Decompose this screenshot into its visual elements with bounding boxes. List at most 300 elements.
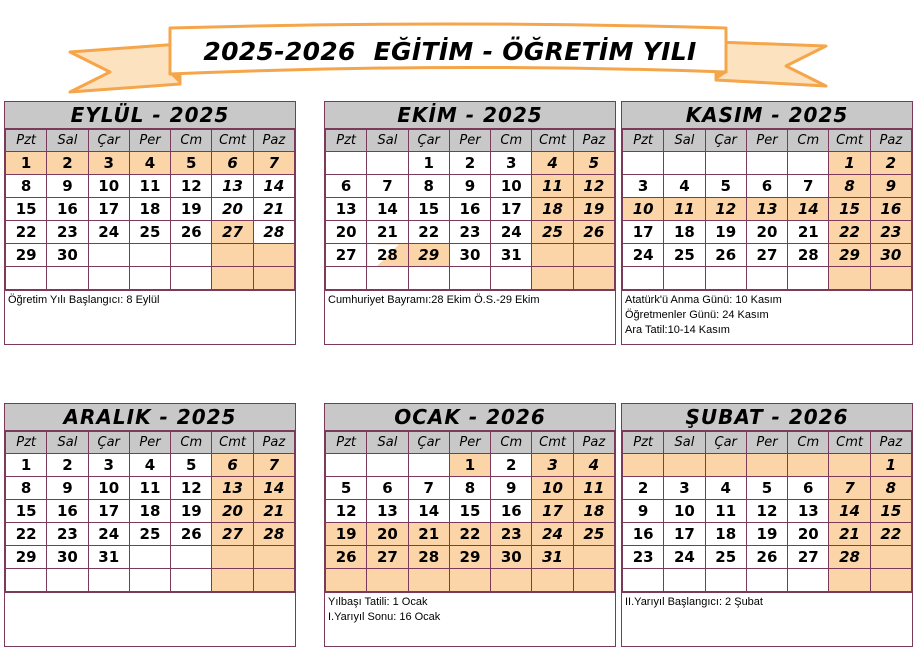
week-row [623,267,912,290]
day-cell [491,267,532,290]
day-cell: 29 [6,244,47,267]
weekday-label: Çar [88,432,129,454]
day-cell: 31 [88,546,129,569]
week-row [326,569,615,592]
week-row [6,221,295,244]
day-cell: 24 [623,244,664,267]
title-ribbon [70,22,826,92]
day-cell: 28 [788,244,829,267]
day-cell [47,267,88,290]
month-title: EYLÜL - 2025 [5,102,295,129]
week-row [6,523,295,546]
day-cell: 16 [870,198,911,221]
day-cell: 23 [47,523,88,546]
day-cell: 4 [129,152,170,175]
day-cell: 6 [788,477,829,500]
day-cell: 20 [212,198,253,221]
week-row [6,454,295,477]
day-cell: 30 [47,244,88,267]
day-cell: 18 [532,198,573,221]
day-cell [664,152,705,175]
weekday-label: Cmt [829,432,870,454]
day-cell: 31 [532,546,573,569]
day-cell: 4 [532,152,573,175]
day-cell: 19 [171,500,212,523]
weekday-label: Çar [88,130,129,152]
day-cell: 4 [705,477,746,500]
day-cell: 7 [253,152,294,175]
day-cell [88,569,129,592]
weekday-label: Cmt [532,432,573,454]
month-grid [622,431,912,592]
day-cell: 9 [47,477,88,500]
day-cell: 11 [129,175,170,198]
day-cell: 15 [449,500,490,523]
note-line: II.Yarıyıl Başlangıcı: 2 Şubat [625,596,763,608]
day-cell: 22 [829,221,870,244]
weekday-label: Paz [253,130,294,152]
day-cell [788,454,829,477]
day-cell: 15 [6,198,47,221]
month-title: EKİM - 2025 [325,102,615,129]
day-cell: 3 [623,175,664,198]
day-cell: 5 [171,454,212,477]
day-cell: 19 [326,523,367,546]
day-cell: 20 [788,523,829,546]
day-cell: 1 [6,454,47,477]
day-cell: 26 [326,546,367,569]
day-cell [253,569,294,592]
weekday-label: Pzt [623,130,664,152]
day-cell: 21 [253,500,294,523]
weekday-label: Paz [870,432,911,454]
day-cell: 29 [829,244,870,267]
day-cell: 12 [705,198,746,221]
weekday-label: Paz [253,432,294,454]
day-cell: 17 [88,198,129,221]
day-cell: 27 [367,546,408,569]
day-cell [129,244,170,267]
note-line: Öğretmenler Günü: 24 Kasım [625,309,769,321]
month-title: ŞUBAT - 2026 [622,404,912,431]
day-cell: 2 [870,152,911,175]
note-line: Yılbaşı Tatili: 1 Ocak [328,596,428,608]
week-row [623,175,912,198]
day-cell [212,569,253,592]
weekday-label: Cm [171,130,212,152]
day-cell: 3 [88,454,129,477]
day-cell: 23 [623,546,664,569]
day-cell [870,569,911,592]
weekday-label: Sal [47,432,88,454]
day-cell: 10 [623,198,664,221]
month-title: KASIM - 2025 [622,102,912,129]
day-cell: 4 [573,454,614,477]
day-cell [129,569,170,592]
day-cell: 1 [870,454,911,477]
day-cell: 22 [449,523,490,546]
day-cell [129,267,170,290]
day-cell: 18 [129,198,170,221]
week-row [326,267,615,290]
day-cell: 28 [253,221,294,244]
day-cell: 29 [449,546,490,569]
day-cell [573,569,614,592]
month-calendar [621,403,913,647]
month-calendar [4,101,296,345]
day-cell: 27 [788,546,829,569]
weekday-header-row [623,432,912,454]
day-cell: 15 [829,198,870,221]
day-cell: 10 [532,477,573,500]
week-row [623,221,912,244]
day-cell: 12 [171,477,212,500]
day-cell: 27 [746,244,787,267]
day-cell: 26 [171,523,212,546]
day-cell [532,267,573,290]
day-cell: 24 [88,523,129,546]
weekday-label: Çar [705,130,746,152]
month-calendar [4,403,296,647]
note-line: Ara Tatil:10-14 Kasım [625,324,730,336]
day-cell: 8 [6,477,47,500]
day-cell: 9 [870,175,911,198]
day-cell [367,152,408,175]
week-row [326,198,615,221]
week-row [6,267,295,290]
day-cell: 26 [171,221,212,244]
month-notes [622,592,912,646]
weekday-label: Çar [408,130,449,152]
day-cell: 25 [705,546,746,569]
day-cell [746,267,787,290]
day-cell: 15 [6,500,47,523]
day-cell [573,267,614,290]
weekday-header-row [623,130,912,152]
day-cell [829,569,870,592]
week-row [326,477,615,500]
day-cell [171,546,212,569]
day-cell: 18 [129,500,170,523]
day-cell: 5 [326,477,367,500]
day-cell: 2 [623,477,664,500]
month-grid [622,129,912,290]
weekday-header-row [6,130,295,152]
day-cell: 9 [449,175,490,198]
week-row [623,546,912,569]
day-cell: 27 [212,221,253,244]
day-cell [573,546,614,569]
day-cell: 14 [408,500,449,523]
day-cell: 12 [326,500,367,523]
day-cell: 26 [573,221,614,244]
weekday-header-row [326,130,615,152]
day-cell: 18 [705,523,746,546]
day-cell: 22 [408,221,449,244]
week-row [6,477,295,500]
week-row [623,569,912,592]
weekday-label: Cm [788,130,829,152]
day-cell: 16 [491,500,532,523]
week-row [6,175,295,198]
day-cell: 12 [573,175,614,198]
month-grid [5,129,295,290]
day-cell: 3 [88,152,129,175]
week-row [326,175,615,198]
day-cell: 6 [367,477,408,500]
day-cell: 19 [705,221,746,244]
day-cell: 13 [326,198,367,221]
weekday-header-row [6,432,295,454]
week-row [623,454,912,477]
day-cell: 19 [171,198,212,221]
day-cell [829,267,870,290]
week-row [326,152,615,175]
day-cell [129,546,170,569]
day-cell: 23 [47,221,88,244]
day-cell: 28 [367,244,408,267]
note-line: Öğretim Yılı Başlangıcı: 8 Eylül [8,294,160,306]
weekday-label: Pzt [326,130,367,152]
weekday-label: Per [129,432,170,454]
day-cell [664,267,705,290]
day-cell [788,267,829,290]
day-cell: 5 [746,477,787,500]
day-cell: 28 [829,546,870,569]
day-cell: 13 [746,198,787,221]
month-notes [5,290,295,344]
week-row [623,198,912,221]
day-cell: 19 [746,523,787,546]
day-cell: 25 [573,523,614,546]
day-cell [367,569,408,592]
day-cell: 12 [171,175,212,198]
day-cell [171,267,212,290]
day-cell: 16 [47,500,88,523]
weekday-label: Cmt [532,130,573,152]
day-cell: 7 [829,477,870,500]
day-cell: 25 [664,244,705,267]
day-cell: 11 [705,500,746,523]
weekday-label: Pzt [6,432,47,454]
day-cell: 17 [491,198,532,221]
note-line: Cumhuriyet Bayramı:28 Ekim Ö.S.-29 Ekim [328,294,540,306]
day-cell: 20 [326,221,367,244]
day-cell: 22 [870,523,911,546]
weekday-label: Paz [573,130,614,152]
weekday-label: Pzt [326,432,367,454]
day-cell [88,244,129,267]
day-cell [326,152,367,175]
day-cell [746,454,787,477]
day-cell [870,267,911,290]
day-cell: 29 [408,244,449,267]
note-line: I.Yarıyıl Sonu: 16 Ocak [328,611,441,623]
day-cell: 7 [253,454,294,477]
day-cell: 9 [491,477,532,500]
week-row [6,152,295,175]
day-cell: 8 [408,175,449,198]
day-cell: 11 [129,477,170,500]
day-cell: 17 [664,523,705,546]
week-row [326,454,615,477]
day-cell: 17 [532,500,573,523]
day-cell [573,244,614,267]
week-row [6,569,295,592]
week-row [623,500,912,523]
day-cell [870,546,911,569]
day-cell: 23 [449,221,490,244]
month-calendar [324,101,616,345]
day-cell [253,244,294,267]
weekday-label: Sal [367,432,408,454]
day-cell [47,569,88,592]
day-cell [212,546,253,569]
month-notes [325,592,615,646]
day-cell: 10 [88,477,129,500]
day-cell: 14 [829,500,870,523]
day-cell: 9 [47,175,88,198]
weekday-header-row [326,432,615,454]
weekday-label: Cm [171,432,212,454]
day-cell: 6 [746,175,787,198]
weekday-label: Çar [705,432,746,454]
day-cell: 6 [212,152,253,175]
day-cell: 24 [664,546,705,569]
day-cell: 16 [449,198,490,221]
day-cell: 12 [746,500,787,523]
day-cell: 30 [449,244,490,267]
day-cell: 22 [6,221,47,244]
day-cell: 6 [326,175,367,198]
day-cell [788,152,829,175]
page-title: 2025-2026 EĞİTİM - ÖĞRETİM YILI [203,37,697,66]
day-cell: 16 [623,523,664,546]
month-grid [5,431,295,592]
month-calendar [621,101,913,345]
day-cell: 31 [491,244,532,267]
day-cell [705,569,746,592]
day-cell: 18 [664,221,705,244]
day-cell: 5 [705,175,746,198]
weekday-label: Sal [47,130,88,152]
day-cell: 30 [47,546,88,569]
day-cell [746,152,787,175]
weekday-label: Per [746,432,787,454]
week-row [326,244,615,267]
day-cell: 13 [212,175,253,198]
day-cell: 15 [870,500,911,523]
weekday-label: Çar [408,432,449,454]
day-cell: 20 [746,221,787,244]
day-cell [212,267,253,290]
day-cell: 27 [326,244,367,267]
day-cell: 17 [88,500,129,523]
week-row [6,244,295,267]
weekday-label: Cmt [212,130,253,152]
weekday-label: Cm [491,432,532,454]
week-row [326,221,615,244]
day-cell: 19 [573,198,614,221]
day-cell [326,454,367,477]
day-cell: 23 [870,221,911,244]
day-cell [491,569,532,592]
month-notes [325,290,615,344]
day-cell: 11 [573,477,614,500]
weekday-label: Per [449,130,490,152]
week-row [6,198,295,221]
day-cell: 8 [829,175,870,198]
day-cell: 6 [212,454,253,477]
day-cell: 13 [788,500,829,523]
day-cell [408,569,449,592]
month-calendar [324,403,616,647]
weekday-label: Sal [664,130,705,152]
day-cell: 17 [623,221,664,244]
day-cell: 2 [47,454,88,477]
day-cell: 4 [129,454,170,477]
day-cell [326,267,367,290]
day-cell [623,152,664,175]
day-cell [171,244,212,267]
day-cell: 25 [129,523,170,546]
day-cell: 1 [449,454,490,477]
day-cell: 23 [491,523,532,546]
day-cell [664,569,705,592]
day-cell: 25 [129,221,170,244]
day-cell: 11 [664,198,705,221]
week-row [623,152,912,175]
day-cell: 10 [88,175,129,198]
day-cell: 1 [6,152,47,175]
day-cell: 29 [6,546,47,569]
day-cell: 22 [6,523,47,546]
day-cell [171,569,212,592]
day-cell: 8 [870,477,911,500]
day-cell: 1 [408,152,449,175]
month-notes [622,290,912,344]
day-cell [746,569,787,592]
weekday-label: Cm [491,130,532,152]
day-cell: 10 [664,500,705,523]
day-cell: 30 [870,244,911,267]
day-cell: 5 [171,152,212,175]
weekday-label: Per [129,130,170,152]
day-cell [449,569,490,592]
week-row [6,500,295,523]
day-cell [253,267,294,290]
week-row [623,477,912,500]
day-cell: 15 [408,198,449,221]
week-row [326,500,615,523]
day-cell: 21 [408,523,449,546]
week-row [623,244,912,267]
day-cell: 1 [829,152,870,175]
month-grid [325,431,615,592]
day-cell: 7 [408,477,449,500]
day-cell: 18 [573,500,614,523]
day-cell: 2 [491,454,532,477]
day-cell [623,569,664,592]
day-cell: 11 [532,175,573,198]
day-cell: 24 [491,221,532,244]
day-cell: 20 [212,500,253,523]
weekday-label: Cmt [829,130,870,152]
day-cell: 13 [367,500,408,523]
day-cell: 24 [88,221,129,244]
weekday-label: Sal [664,432,705,454]
day-cell [367,267,408,290]
